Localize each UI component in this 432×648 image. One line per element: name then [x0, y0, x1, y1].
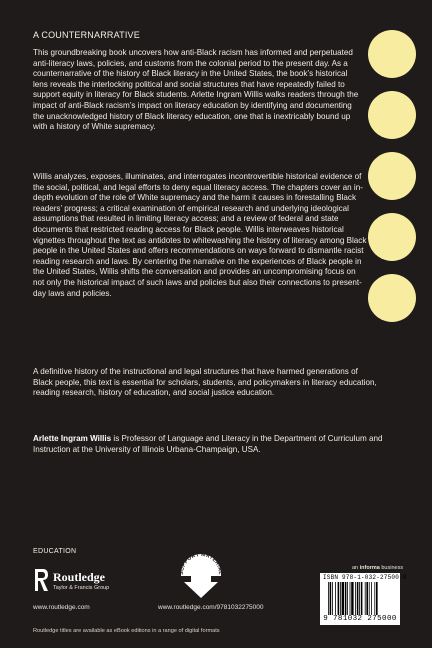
barcode-bar [328, 582, 329, 615]
decorative-circle [368, 91, 416, 139]
barcode-bar [359, 582, 360, 615]
barcode-bar [338, 582, 340, 615]
informa-brand: informa [359, 565, 380, 571]
author-bio [33, 434, 393, 455]
informa-prefix: an [352, 565, 360, 571]
barcode-bar [335, 582, 336, 615]
publisher-url[interactable]: www.routledge.com [33, 604, 90, 611]
barcode-bar [340, 582, 341, 615]
barcode-bar [366, 582, 368, 615]
barcode-bar [376, 582, 378, 615]
barcode-bar [342, 582, 344, 615]
cover-heading: A COUNTERNARRATIVE [33, 30, 140, 40]
author-name: Arlette Ingram Willis [33, 434, 112, 443]
publisher-logo [33, 568, 143, 596]
blurb-paragraph: This groundbreaking book uncovers how anti-Black racism has informed and perpetuated anti-literacy laws, policies, and customs from the colonial period to the present day. As a counternarrative of the history of Black literacy in the United States, the book’s historical lens reveals the interlocking political and social structures that have repeatedly failed to support equity in literacy for Black students. Arlette Ingram Willis walks readers through the impact of anti-Black racism’s impact on literacy education by identifying and documenting the unacknowledged history of Black literacy education, one that is inextricably bound up with a history of White supremacy. [33, 48, 359, 132]
barcode-bar [350, 582, 351, 615]
blurb-paragraph: A definitive history of the instructional and legal structures that have harmed generations of Black people, this text is essential for scholars, students, and policymakers in literacy education, reading research, history of education, and social justice education. [33, 367, 377, 398]
barcode-bar [332, 582, 333, 615]
barcode-bar [345, 582, 347, 615]
informa-suffix: business [379, 565, 404, 571]
barcode-bar [365, 582, 366, 615]
isbn-label: ISBN 978-1-032-27500-0 [323, 574, 407, 581]
ebook-note: Routledge titles are available as eBook editions in a range of digital formats [33, 628, 220, 634]
publisher-group: Taylor & Francis Group [53, 585, 110, 591]
support-material-icon [176, 552, 226, 600]
support-material-label: SUPPORT MATERIAL [178, 552, 224, 575]
barcode-bar [355, 582, 356, 615]
subject-category: EDUCATION [33, 548, 77, 555]
barcode-bars [328, 582, 396, 615]
informa-tagline [352, 565, 403, 571]
decorative-circle [368, 30, 416, 78]
barcode-digits: 9 781032 275000 [323, 615, 397, 623]
blurb-paragraph: Willis analyzes, exposes, illuminates, and interrogates incontrovertible historical evidence of the social, political, and legal efforts to deny equal literacy access. The chapters cover an in-depth evolution of the role of White supremacy and the harm it causes in forestalling Black readers’ progress; a critical examination of empirical research and underlying ideological assumptions that resulted in limiting literacy access; and a review of federal and state documents that restricted reading access for Black people. Willis interweaves historical vignettes throughout the text as antidotes to whitewashing the history of literacy among Black people in the United States and offers recommendations on ways forward to dismantle racist reading research and laws. By centering the narrative on the experiences of Black people in the United States, Willis shifts the conversation and provides an uncompromising focus on not only the historical impact of such laws and policies but also their connections to present-day laws and policies. [33, 172, 367, 298]
barcode-bar [330, 582, 332, 615]
support-material-url[interactable]: www.routledge.com/9781032275000 [158, 604, 264, 611]
barcode-bar [351, 582, 353, 615]
barcode-bar [369, 582, 370, 615]
decorative-circle [368, 213, 416, 261]
barcode-bar [361, 582, 363, 615]
barcode-bar [357, 582, 359, 615]
author-bio-text: is Professor of Language and Literacy in the Department of Curriculum and Instruction at the University of Illinois Urbana-Champaign, USA. [33, 434, 383, 454]
barcode-bar [374, 582, 375, 615]
barcode-bar [347, 582, 348, 615]
isbn-barcode [320, 573, 407, 625]
decorative-circle [368, 152, 416, 200]
publisher-name: Routledge [53, 570, 105, 584]
barcode-bar [371, 582, 372, 615]
decorative-circle [368, 274, 416, 322]
routledge-r-icon [33, 568, 49, 592]
decorative-circles [368, 30, 418, 335]
